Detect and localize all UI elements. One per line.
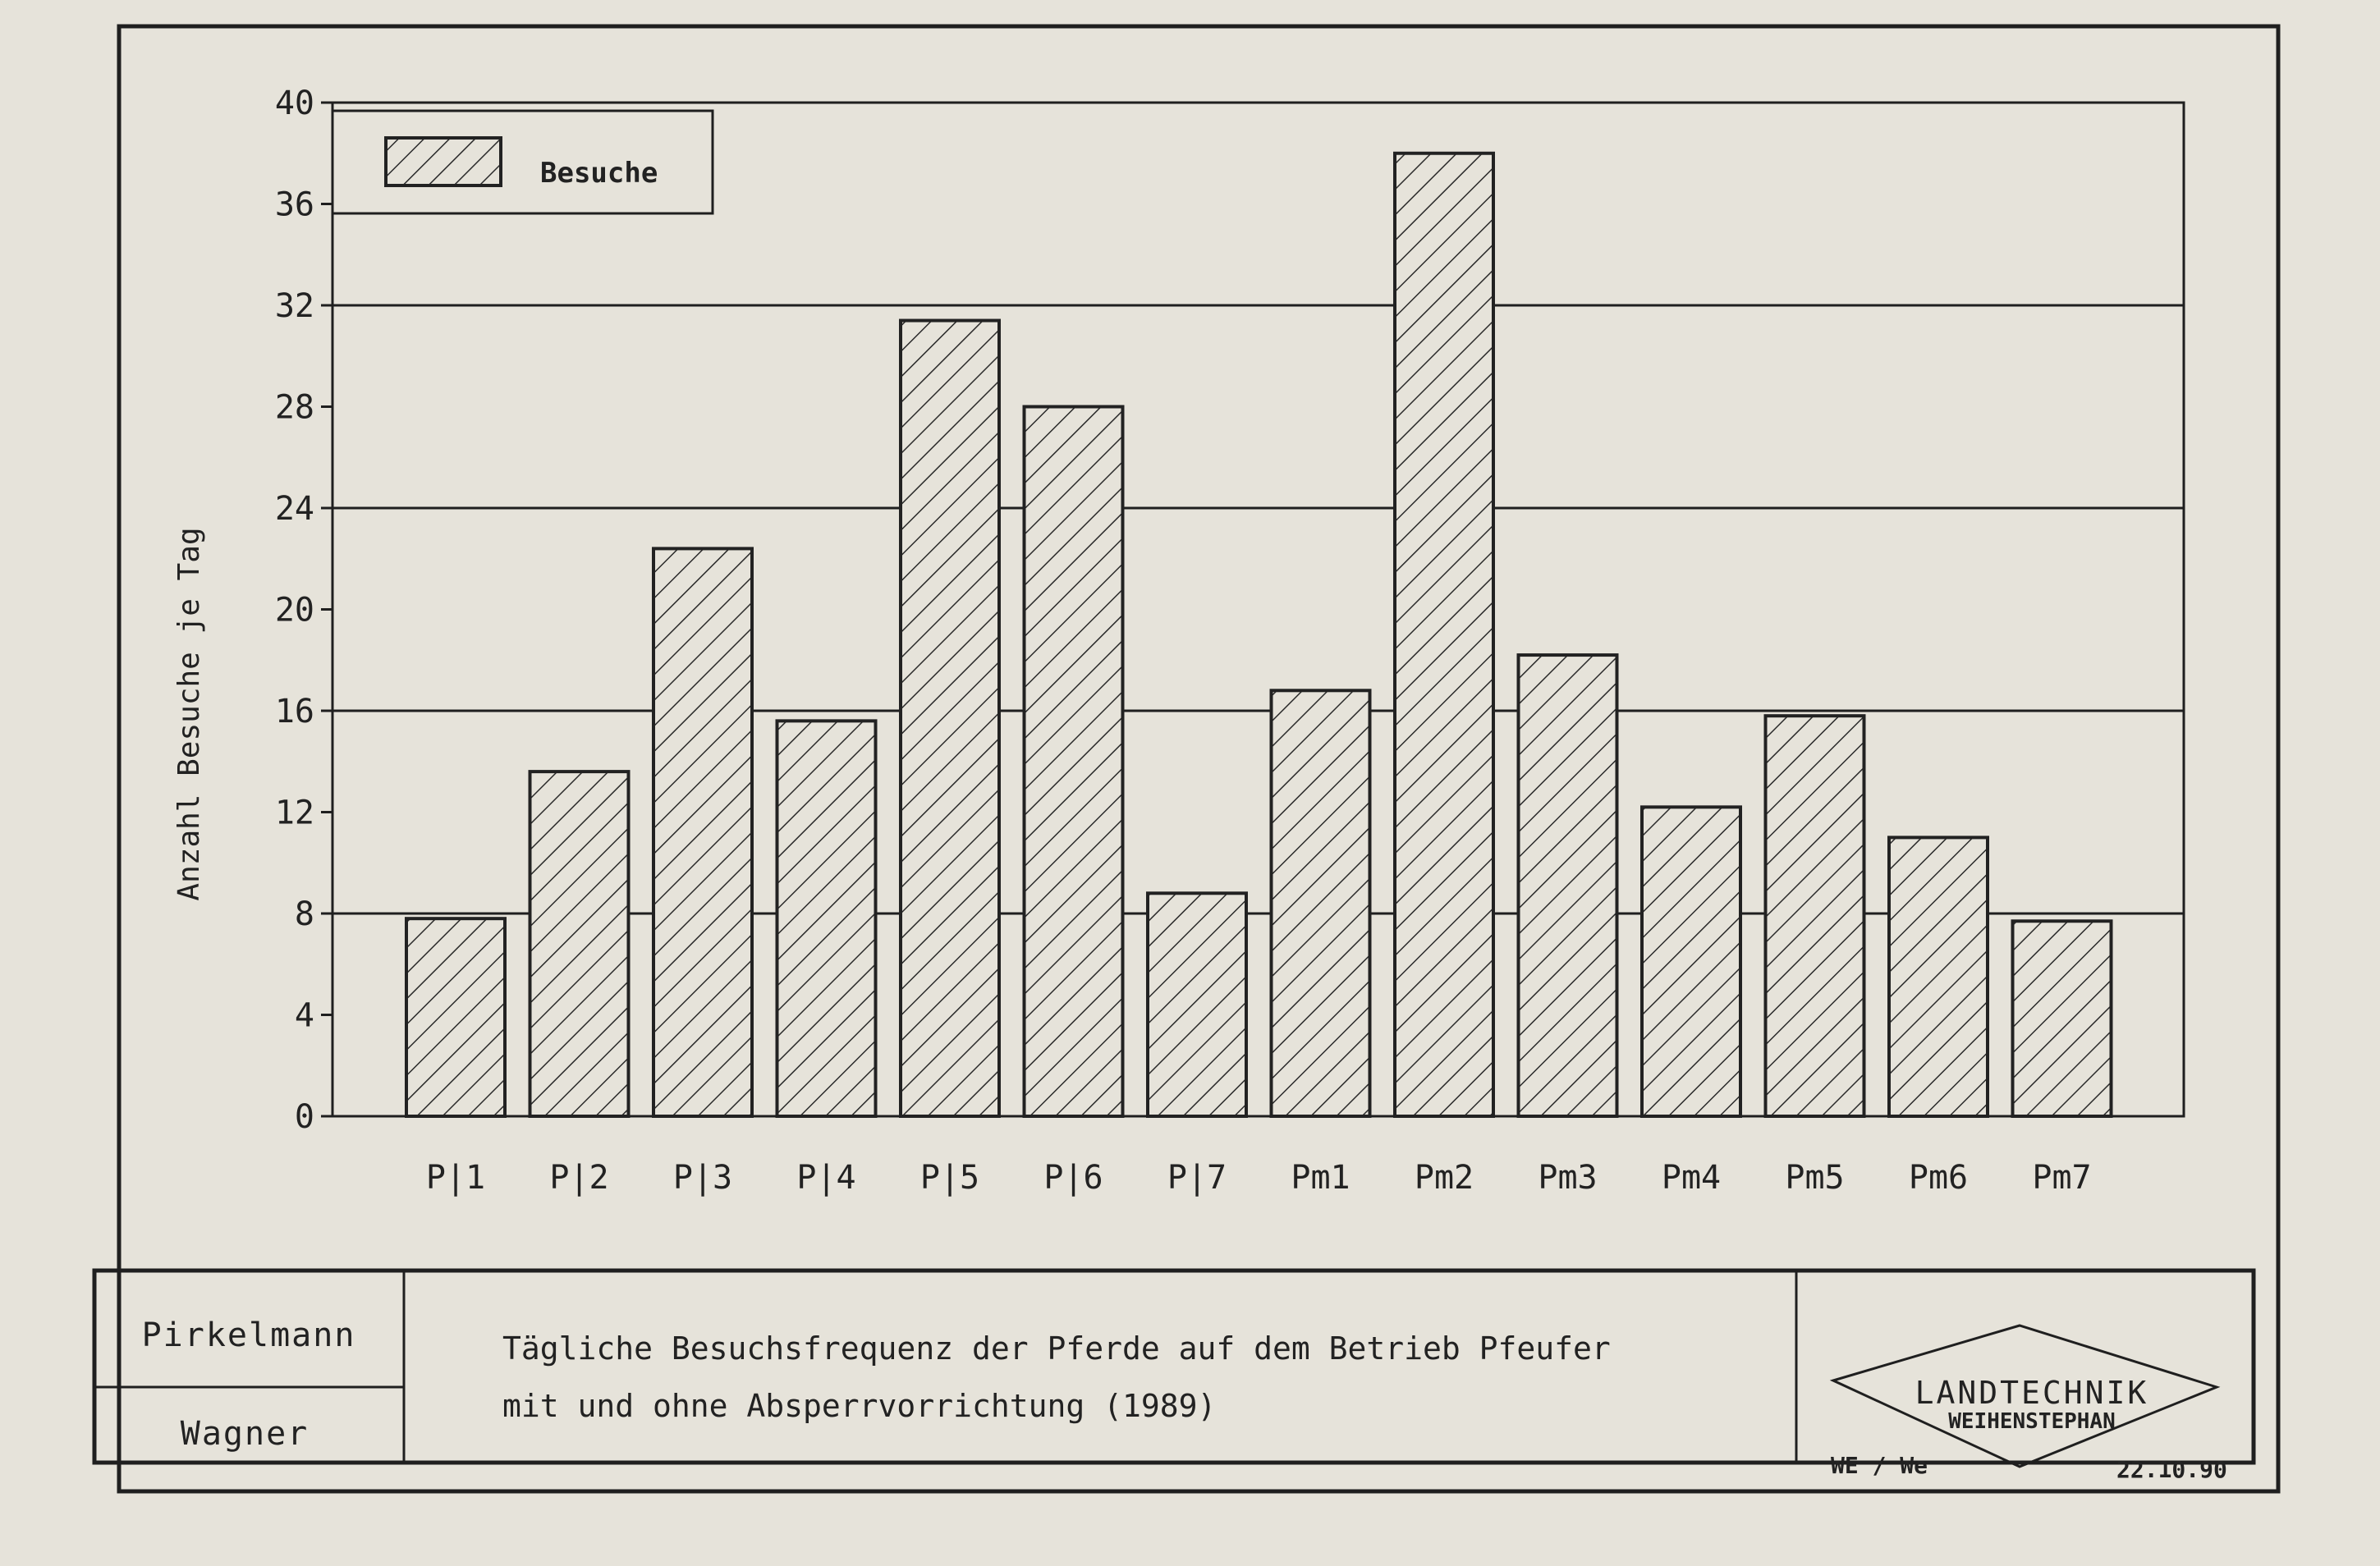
- x-tick-label-0: P|1: [425, 1159, 486, 1197]
- y-tick-label-0: 0: [294, 1098, 314, 1136]
- bar-12: [1889, 837, 1988, 1116]
- y-tick-label-6: 24: [274, 490, 314, 528]
- x-axis-ticks: [426, 1159, 2092, 1197]
- drawing-date: 22.10.90: [2116, 1456, 2227, 1483]
- bar-6: [1148, 893, 1246, 1116]
- x-tick-label-13: Pm7: [2032, 1159, 2092, 1197]
- x-tick-label-6: P|7: [1167, 1159, 1227, 1197]
- bar-13: [2013, 921, 2112, 1116]
- legend-label: Besuche: [540, 157, 658, 190]
- x-tick-label-8: Pm2: [1414, 1159, 1474, 1197]
- author-1: Pirkelmann: [141, 1316, 356, 1354]
- title-block: [94, 1271, 2254, 1483]
- bar-2: [653, 548, 752, 1116]
- author-2: Wagner: [180, 1415, 310, 1453]
- x-tick-label-9: Pm3: [1538, 1159, 1598, 1197]
- legend-swatch: [386, 138, 501, 185]
- drawing-code: WE / We: [1831, 1452, 1928, 1479]
- y-tick-label-9: 36: [274, 185, 314, 224]
- x-tick-label-11: Pm5: [1785, 1159, 1845, 1197]
- y-axis-ticks: [275, 85, 332, 1136]
- y-tick-label-2: 8: [294, 895, 314, 933]
- x-tick-label-2: P|3: [672, 1159, 733, 1197]
- title-line-1: Tägliche Besuchsfrequenz der Pferde auf dem Betrieb Pfeufer: [502, 1330, 1611, 1367]
- y-tick-label-5: 20: [274, 591, 314, 630]
- legend: [332, 111, 713, 213]
- x-tick-label-4: P|5: [919, 1159, 980, 1197]
- y-tick-label-3: 12: [274, 794, 314, 832]
- y-tick-label-7: 28: [274, 388, 314, 427]
- y-axis-label: Anzahl Besuche je Tag: [172, 527, 206, 901]
- bars: [406, 153, 2112, 1116]
- x-tick-label-10: Pm4: [1661, 1159, 1722, 1197]
- bar-11: [1766, 716, 1864, 1116]
- x-tick-label-1: P|2: [549, 1159, 609, 1197]
- y-tick-label-10: 40: [274, 85, 314, 122]
- title-block-frame: [94, 1271, 2254, 1463]
- x-tick-label-3: P|4: [796, 1159, 856, 1197]
- y-tick-label-4: 16: [274, 693, 314, 730]
- x-tick-label-7: Pm1: [1291, 1159, 1351, 1197]
- x-tick-label-12: Pm6: [1908, 1159, 1969, 1197]
- bar-9: [1519, 655, 1617, 1116]
- y-tick-label-8: 32: [274, 287, 314, 325]
- y-tick-label-1: 4: [294, 996, 314, 1035]
- bar-5: [1025, 407, 1123, 1117]
- bar-0: [406, 918, 505, 1116]
- bar-4: [901, 321, 999, 1116]
- title-line-2: mit und ohne Absperrvorrichtung (1989): [502, 1388, 1217, 1424]
- bar-1: [530, 772, 629, 1116]
- bar-10: [1642, 807, 1740, 1116]
- logo-line-2: WEIHENSTEPHAN: [1948, 1409, 2116, 1434]
- bar-7: [1272, 690, 1370, 1116]
- x-tick-label-5: P|6: [1043, 1159, 1103, 1197]
- bar-8: [1395, 153, 1493, 1116]
- bar-3: [777, 721, 876, 1116]
- logo-line-1: LANDTECHNIK: [1915, 1375, 2149, 1411]
